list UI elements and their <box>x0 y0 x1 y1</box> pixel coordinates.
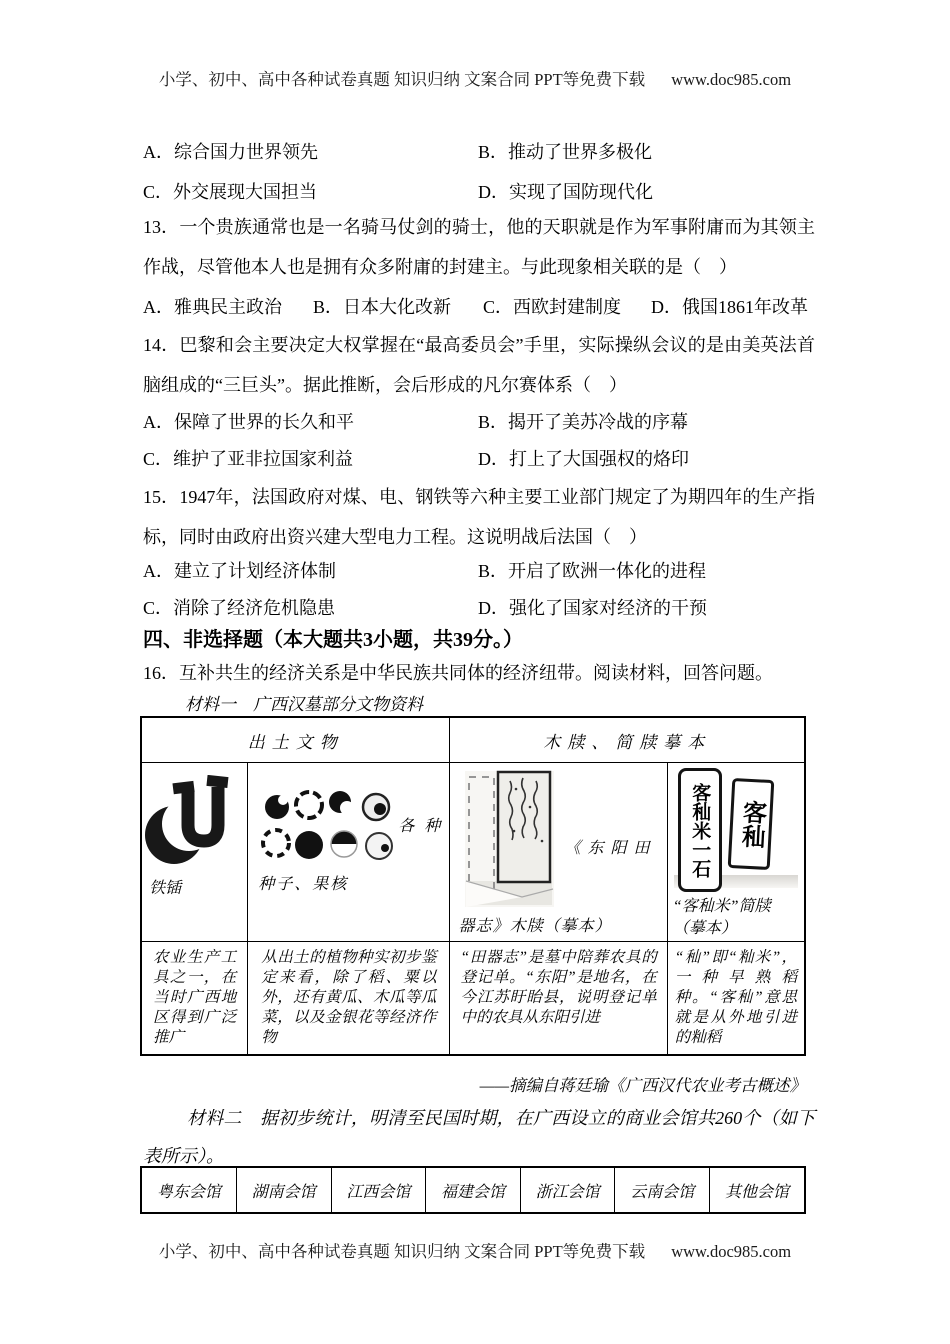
guild-halls-table <box>140 1166 806 1214</box>
caption-iron-spade: 铁锸 <box>149 880 182 897</box>
option-d: D．强化了国家对经济的干预 <box>478 598 707 618</box>
bamboo-slip-long <box>678 768 722 892</box>
question-13-options <box>143 287 815 327</box>
caption-seeds-side: 各种 <box>398 818 451 835</box>
option-b: B．日本大化改新 <box>313 297 452 317</box>
wooden-tablet-image <box>464 769 556 909</box>
caption-slips-line1: “客秈米”简牍 <box>672 898 771 915</box>
material-2-paragraph: 材料二 据初步统计，明清至民国时期，在广西设立的商业会馆共260个（如下表所示）。 <box>143 1108 815 1166</box>
table-header-row <box>141 717 805 763</box>
bamboo-slip-short <box>727 778 774 870</box>
caption-tablet: 器志》木牍（摹本） <box>458 918 612 935</box>
option-c: C．消除了经济危机隐患 <box>143 598 336 618</box>
guild-hall-cell: 其他会馆 <box>710 1167 805 1213</box>
option-d: D．俄国1861年改革 <box>651 297 808 317</box>
question-13-text: 13．一个贵族通常也是一名骑马仗剑的骑士，他的天职就是作为军事附庸而为其领主作战，尽管他本人也是拥有众多附庸的封建主。与此现象相关联的是（ ） <box>143 217 815 277</box>
slip-short-text: 客秈 <box>736 799 765 849</box>
guild-hall-cell: 福建会馆 <box>426 1167 521 1213</box>
desc-seeds: 从出土的植物种实初步鉴定来看，除了稻、粟以外，还有黄瓜、木瓜等瓜菜，以及金银花等经济作物 <box>248 942 450 1056</box>
question-12-options-ab <box>143 132 815 172</box>
site-url: www.doc985.com <box>671 1242 792 1261</box>
question-15-options-ab <box>143 551 815 591</box>
desc-iron-spade: 农业生产工具之一，在当时广西地区得到广泛推广 <box>141 942 248 1056</box>
desc-slips: “秈”即“籼米”，一种早熟稻种。“客秈”意思就是从外地引进的籼稻 <box>667 942 805 1056</box>
table-image-row <box>141 763 805 942</box>
option-b: B．推动了世界多极化 <box>478 142 653 162</box>
question-15-text: 15．1947年，法国政府对煤、电、钢铁等六种主要工业部门规定了为期四年的生产指标，同时由政府出资兴建大型电力工程。这说明战后法国（ ） <box>143 487 815 547</box>
guild-hall-cell: 云南会馆 <box>615 1167 710 1213</box>
site-url: www.doc985.com <box>671 70 792 89</box>
download-note: 小学、初中、高中各种试卷真题 知识归纳 文案合同 PPT等免费下载 <box>158 1242 646 1261</box>
option-c: C．维护了亚非拉国家利益 <box>143 449 354 469</box>
table-description-row <box>141 942 805 1056</box>
guild-hall-cell: 江西会馆 <box>331 1167 426 1213</box>
option-c: C．外交展现大国担当 <box>143 182 318 202</box>
question-14-text: 14．巴黎和会主要决定大权掌握在“最高委员会”手里，实际操纵会议的是由美英法首脑组成的“三巨头”。据此推断，会后形成的凡尔赛体系（ ） <box>143 335 815 395</box>
guild-hall-cell: 粤东会馆 <box>141 1167 236 1213</box>
option-a: A．建立了计划经济体制 <box>143 561 336 581</box>
guild-hall-cell: 湖南会馆 <box>236 1167 331 1213</box>
header-excavated-relics: 出土文物 <box>141 717 450 763</box>
page-header-note <box>0 66 950 90</box>
header-tablet-rubbings: 木牍、简牍摹本 <box>450 717 805 763</box>
seeds-image <box>260 787 396 867</box>
option-c: C．西欧封建制度 <box>483 297 622 317</box>
caption-tablet-side: 《东阳田 <box>564 840 657 857</box>
option-a: A．综合国力世界领先 <box>143 142 318 162</box>
caption-seeds: 种子、果核 <box>258 876 349 893</box>
option-b: B．开启了欧洲一体化的进程 <box>478 561 707 581</box>
question-14-options-ab <box>143 402 815 442</box>
option-a: A．保障了世界的长久和平 <box>143 412 354 432</box>
download-note: 小学、初中、高中各种试卷真题 知识归纳 文案合同 PPT等免费下载 <box>158 70 646 89</box>
question-14-options-cd <box>143 439 815 479</box>
question-12-options-cd <box>143 172 815 212</box>
desc-tablet: “田器志”是墓中陪葬农具的登记单。“东阳”是地名，在今江苏盱眙县，说明登记单中的农具从东阳引进 <box>450 942 667 1056</box>
page-footer-note <box>0 1238 950 1262</box>
iron-spade-image <box>144 775 244 873</box>
option-d: D．实现了国防现代化 <box>478 182 653 202</box>
material-1-caption: 材料一 广西汉墓部分文物资料 <box>185 695 423 714</box>
option-a: A．雅典民主政治 <box>143 297 282 317</box>
slip-long-text: 客秈米一石 <box>689 782 711 878</box>
option-d: D．打上了大国强权的烙印 <box>478 449 689 469</box>
guild-hall-cell: 浙江会馆 <box>520 1167 615 1213</box>
option-b: B．揭开了美苏冷战的序幕 <box>478 412 689 432</box>
artifacts-table <box>140 716 806 1056</box>
section-4-heading: 四、非选择题（本大题共3小题，共39分。） <box>143 629 523 651</box>
question-16-text: 16．互补共生的经济关系是中华民族共同体的经济纽带。阅读材料，回答问题。 <box>143 663 773 683</box>
guild-halls-row <box>141 1167 805 1213</box>
source-attribution: ——摘编自蒋廷瑜《广西汉代农业考古概述》 <box>479 1076 806 1095</box>
caption-slips-line2: （摹本） <box>672 920 737 937</box>
